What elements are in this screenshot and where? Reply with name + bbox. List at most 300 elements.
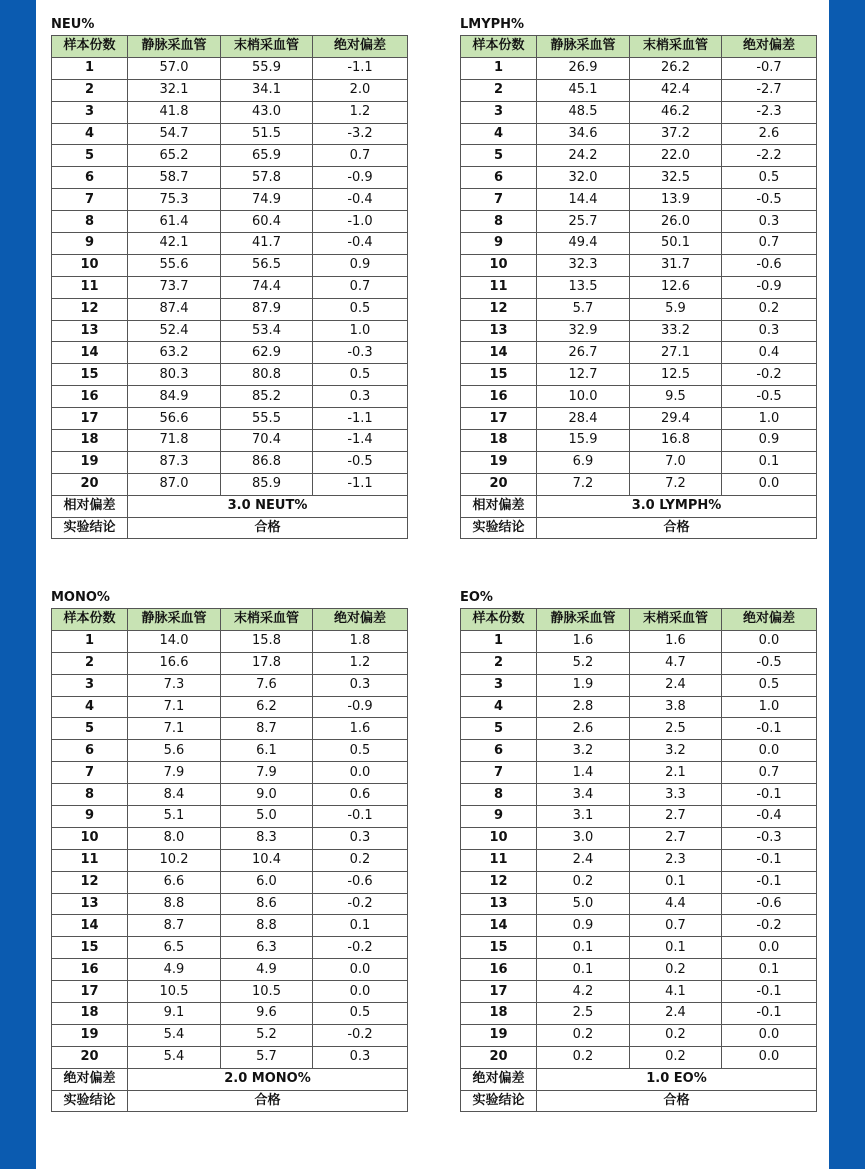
venous-value-cell: 41.8 [128,101,221,123]
absolute-deviation-cell: -0.1 [722,871,817,893]
peripheral-value-cell: 6.0 [221,871,313,893]
venous-value-cell: 28.4 [537,408,630,430]
sample-index-cell: 2 [461,652,537,674]
table-row [461,740,817,762]
peripheral-value-cell: 2.1 [630,762,722,784]
peripheral-value-cell: 8.6 [221,893,313,915]
sample-index-cell: 20 [461,1046,537,1068]
peripheral-value-cell: 8.8 [221,915,313,937]
sample-index-cell: 13 [52,320,128,342]
table-row [461,915,817,937]
table-row [461,123,817,145]
sample-index-cell: 16 [52,959,128,981]
left-frame-border [0,0,36,1169]
peripheral-value-cell: 9.0 [221,784,313,806]
peripheral-value-cell: 15.8 [221,630,313,652]
table-row [461,893,817,915]
sample-index-cell: 14 [461,342,537,364]
venous-value-cell: 10.2 [128,849,221,871]
venous-value-cell: 0.2 [537,1024,630,1046]
table-row [461,233,817,255]
venous-value-cell: 73.7 [128,276,221,298]
column-header: 静脉采血管 [128,609,221,631]
sample-index-cell: 1 [52,630,128,652]
absolute-deviation-cell: 0.3 [313,1046,408,1068]
table-row [461,57,817,79]
sample-index-cell: 14 [52,342,128,364]
table-row [461,937,817,959]
venous-value-cell: 49.4 [537,233,630,255]
venous-value-cell: 12.7 [537,364,630,386]
table-row [461,849,817,871]
venous-value-cell: 87.0 [128,473,221,495]
venous-value-cell: 1.9 [537,674,630,696]
absolute-deviation-cell: 0.3 [313,827,408,849]
footer-label: 实验结论 [461,517,537,539]
venous-value-cell: 5.2 [537,652,630,674]
table-row [461,211,817,233]
absolute-deviation-cell: -0.6 [722,893,817,915]
sample-index-cell: 5 [52,145,128,167]
peripheral-value-cell: 3.3 [630,784,722,806]
absolute-deviation-cell: -0.3 [313,342,408,364]
venous-value-cell: 26.9 [537,57,630,79]
venous-value-cell: 0.1 [537,937,630,959]
venous-value-cell: 34.6 [537,123,630,145]
venous-value-cell: 5.6 [128,740,221,762]
column-header: 静脉采血管 [537,609,630,631]
footer-row [461,517,817,539]
column-header: 末梢采血管 [630,36,722,58]
peripheral-value-cell: 2.4 [630,1003,722,1025]
absolute-deviation-cell: 1.2 [313,652,408,674]
sample-index-cell: 16 [52,386,128,408]
peripheral-value-cell: 65.9 [221,145,313,167]
table-title: NEU% [51,17,95,32]
table-row [52,233,408,255]
sample-index-cell: 12 [52,871,128,893]
venous-value-cell: 5.7 [537,298,630,320]
table-row [461,386,817,408]
absolute-deviation-cell: -0.1 [722,784,817,806]
venous-value-cell: 5.4 [128,1024,221,1046]
venous-value-cell: 15.9 [537,430,630,452]
peripheral-value-cell: 5.2 [221,1024,313,1046]
table-row [461,430,817,452]
column-header: 样本份数 [52,36,128,58]
sample-index-cell: 11 [461,849,537,871]
venous-value-cell: 42.1 [128,233,221,255]
table-row [52,320,408,342]
table-row [52,342,408,364]
absolute-deviation-cell: 0.0 [313,981,408,1003]
table-row [52,915,408,937]
column-header: 静脉采血管 [128,36,221,58]
peripheral-value-cell: 60.4 [221,211,313,233]
absolute-deviation-cell: 0.1 [313,915,408,937]
sample-index-cell: 4 [52,696,128,718]
peripheral-value-cell: 50.1 [630,233,722,255]
absolute-deviation-cell: -0.7 [722,57,817,79]
venous-value-cell: 4.2 [537,981,630,1003]
absolute-deviation-cell: 1.6 [313,718,408,740]
peripheral-value-cell: 53.4 [221,320,313,342]
sample-index-cell: 3 [461,674,537,696]
absolute-deviation-cell: 0.0 [722,630,817,652]
table-row [461,630,817,652]
absolute-deviation-cell: -2.7 [722,79,817,101]
absolute-deviation-cell: -0.2 [722,364,817,386]
column-header: 绝对偏差 [313,609,408,631]
sample-index-cell: 10 [52,254,128,276]
venous-value-cell: 25.7 [537,211,630,233]
absolute-deviation-cell: -0.1 [722,849,817,871]
footer-value: 合格 [537,517,817,539]
peripheral-value-cell: 46.2 [630,101,722,123]
table-row [52,79,408,101]
table-row [52,827,408,849]
venous-value-cell: 54.7 [128,123,221,145]
table-row [52,1003,408,1025]
venous-value-cell: 2.6 [537,718,630,740]
peripheral-value-cell: 12.6 [630,276,722,298]
sample-index-cell: 3 [52,101,128,123]
footer-label: 相对偏差 [461,495,537,517]
sample-index-cell: 17 [461,408,537,430]
sample-index-cell: 5 [461,718,537,740]
eo-table-panel [460,589,816,1112]
peripheral-value-cell: 85.9 [221,473,313,495]
venous-value-cell: 84.9 [128,386,221,408]
venous-value-cell: 80.3 [128,364,221,386]
venous-value-cell: 8.4 [128,784,221,806]
footer-value: 合格 [537,1090,817,1112]
table-row [52,893,408,915]
venous-value-cell: 6.5 [128,937,221,959]
absolute-deviation-cell: 0.5 [722,167,817,189]
sample-index-cell: 18 [461,430,537,452]
absolute-deviation-cell: 2.6 [722,123,817,145]
peripheral-value-cell: 70.4 [221,430,313,452]
absolute-deviation-cell: -3.2 [313,123,408,145]
sample-index-cell: 8 [52,211,128,233]
table-row [52,981,408,1003]
footer-row [461,1090,817,1112]
peripheral-value-cell: 12.5 [630,364,722,386]
table-row [461,1046,817,1068]
absolute-deviation-cell: 0.5 [313,298,408,320]
table-row [461,762,817,784]
absolute-deviation-cell: -0.5 [313,451,408,473]
venous-value-cell: 0.2 [537,1046,630,1068]
absolute-deviation-cell: -0.5 [722,386,817,408]
venous-value-cell: 7.1 [128,718,221,740]
peripheral-value-cell: 37.2 [630,123,722,145]
peripheral-value-cell: 4.9 [221,959,313,981]
peripheral-value-cell: 42.4 [630,79,722,101]
absolute-deviation-cell: 1.0 [313,320,408,342]
absolute-deviation-cell: -0.1 [722,981,817,1003]
footer-row [52,495,408,517]
footer-row [461,1068,817,1090]
header-row [52,609,408,631]
absolute-deviation-cell: 0.0 [313,762,408,784]
table-row [461,101,817,123]
table-row [461,276,817,298]
venous-value-cell: 87.4 [128,298,221,320]
right-frame-border [829,0,865,1169]
peripheral-value-cell: 4.4 [630,893,722,915]
peripheral-value-cell: 8.7 [221,718,313,740]
peripheral-value-cell: 2.5 [630,718,722,740]
column-header: 静脉采血管 [537,36,630,58]
header-row [461,36,817,58]
venous-value-cell: 32.9 [537,320,630,342]
peripheral-value-cell: 6.3 [221,937,313,959]
header-row [52,36,408,58]
venous-value-cell: 5.0 [537,893,630,915]
peripheral-value-cell: 0.1 [630,871,722,893]
venous-value-cell: 65.2 [128,145,221,167]
sample-index-cell: 4 [461,696,537,718]
footer-row [461,495,817,517]
sample-index-cell: 14 [461,915,537,937]
absolute-deviation-cell: -0.4 [722,806,817,828]
peripheral-value-cell: 74.4 [221,276,313,298]
sample-index-cell: 20 [461,473,537,495]
peripheral-value-cell: 0.2 [630,1046,722,1068]
absolute-deviation-cell: -0.2 [313,937,408,959]
data-table [460,608,817,1112]
absolute-deviation-cell: 0.7 [313,276,408,298]
header-row [461,609,817,631]
lymph-table-panel [460,16,816,539]
footer-label: 绝对偏差 [461,1068,537,1090]
absolute-deviation-cell: -0.9 [313,167,408,189]
table-row [461,189,817,211]
table-title: EO% [460,590,493,605]
venous-value-cell: 5.1 [128,806,221,828]
table-row [52,408,408,430]
venous-value-cell: 0.2 [537,871,630,893]
sample-index-cell: 6 [52,740,128,762]
data-table [460,35,817,539]
sample-index-cell: 3 [52,674,128,696]
sample-index-cell: 18 [52,1003,128,1025]
table-row [52,276,408,298]
table-row [52,167,408,189]
column-header: 绝对偏差 [313,36,408,58]
sample-index-cell: 1 [461,57,537,79]
absolute-deviation-cell: -0.9 [722,276,817,298]
venous-value-cell: 8.8 [128,893,221,915]
footer-label: 相对偏差 [52,495,128,517]
sample-index-cell: 15 [52,937,128,959]
absolute-deviation-cell: -1.1 [313,408,408,430]
table-row [461,473,817,495]
table-row [461,145,817,167]
footer-row [52,1090,408,1112]
footer-row [52,517,408,539]
absolute-deviation-cell: 0.0 [722,1046,817,1068]
table-row [52,254,408,276]
absolute-deviation-cell: 0.0 [722,473,817,495]
footer-label: 实验结论 [52,517,128,539]
absolute-deviation-cell: -1.4 [313,430,408,452]
venous-value-cell: 3.4 [537,784,630,806]
venous-value-cell: 1.4 [537,762,630,784]
footer-label: 绝对偏差 [52,1068,128,1090]
venous-value-cell: 2.4 [537,849,630,871]
venous-value-cell: 2.5 [537,1003,630,1025]
table-row [461,674,817,696]
table-row [461,320,817,342]
sample-index-cell: 6 [461,740,537,762]
table-row [52,473,408,495]
sample-index-cell: 4 [461,123,537,145]
peripheral-value-cell: 2.3 [630,849,722,871]
peripheral-value-cell: 7.0 [630,451,722,473]
peripheral-value-cell: 7.9 [221,762,313,784]
table-row [461,784,817,806]
absolute-deviation-cell: 0.0 [722,1024,817,1046]
mono-table-panel [51,589,407,1112]
absolute-deviation-cell: 0.0 [722,937,817,959]
venous-value-cell: 3.1 [537,806,630,828]
venous-value-cell: 0.1 [537,959,630,981]
sample-index-cell: 6 [461,167,537,189]
venous-value-cell: 14.4 [537,189,630,211]
data-table [51,608,408,1112]
table-row [461,1003,817,1025]
sample-index-cell: 11 [52,276,128,298]
peripheral-value-cell: 74.9 [221,189,313,211]
absolute-deviation-cell: 0.6 [313,784,408,806]
footer-label: 实验结论 [461,1090,537,1112]
peripheral-value-cell: 7.6 [221,674,313,696]
peripheral-value-cell: 51.5 [221,123,313,145]
absolute-deviation-cell: 1.8 [313,630,408,652]
sample-index-cell: 9 [461,233,537,255]
absolute-deviation-cell: 0.9 [313,254,408,276]
table-row [52,652,408,674]
table-row [52,959,408,981]
venous-value-cell: 4.9 [128,959,221,981]
peripheral-value-cell: 4.1 [630,981,722,1003]
column-header: 绝对偏差 [722,609,817,631]
peripheral-value-cell: 34.1 [221,79,313,101]
table-row [52,849,408,871]
sample-index-cell: 20 [52,473,128,495]
table-row [461,167,817,189]
peripheral-value-cell: 55.9 [221,57,313,79]
absolute-deviation-cell: -1.0 [313,211,408,233]
footer-value: 3.0 LYMPH% [537,495,817,517]
column-header: 末梢采血管 [221,36,313,58]
table-row [461,959,817,981]
peripheral-value-cell: 1.6 [630,630,722,652]
venous-value-cell: 0.9 [537,915,630,937]
peripheral-value-cell: 16.8 [630,430,722,452]
absolute-deviation-cell: -0.6 [313,871,408,893]
sample-index-cell: 16 [461,386,537,408]
peripheral-value-cell: 0.7 [630,915,722,937]
footer-label: 实验结论 [52,1090,128,1112]
absolute-deviation-cell: -0.5 [722,189,817,211]
peripheral-value-cell: 5.9 [630,298,722,320]
sample-index-cell: 11 [461,276,537,298]
peripheral-value-cell: 87.9 [221,298,313,320]
venous-value-cell: 7.9 [128,762,221,784]
table-row [461,408,817,430]
sample-index-cell: 8 [461,784,537,806]
absolute-deviation-cell: -0.5 [722,652,817,674]
absolute-deviation-cell: -1.1 [313,57,408,79]
venous-value-cell: 58.7 [128,167,221,189]
table-row [52,123,408,145]
table-row [461,696,817,718]
absolute-deviation-cell: 0.0 [313,959,408,981]
table-row [461,718,817,740]
footer-value: 合格 [128,1090,408,1112]
absolute-deviation-cell: -0.3 [722,827,817,849]
venous-value-cell: 6.9 [537,451,630,473]
absolute-deviation-cell: 0.5 [313,740,408,762]
venous-value-cell: 63.2 [128,342,221,364]
table-row [52,145,408,167]
table-row [52,784,408,806]
sample-index-cell: 20 [52,1046,128,1068]
sample-index-cell: 7 [52,189,128,211]
table-row [52,1024,408,1046]
sample-index-cell: 2 [461,79,537,101]
absolute-deviation-cell: 0.7 [722,762,817,784]
absolute-deviation-cell: -0.4 [313,233,408,255]
sample-index-cell: 19 [461,451,537,473]
sample-index-cell: 12 [52,298,128,320]
table-title: MONO% [51,590,110,605]
absolute-deviation-cell: 2.0 [313,79,408,101]
sample-index-cell: 2 [52,79,128,101]
table-row [52,674,408,696]
venous-value-cell: 55.6 [128,254,221,276]
venous-value-cell: 32.3 [537,254,630,276]
venous-value-cell: 7.1 [128,696,221,718]
venous-value-cell: 3.2 [537,740,630,762]
table-row [52,871,408,893]
peripheral-value-cell: 27.1 [630,342,722,364]
sample-index-cell: 15 [461,364,537,386]
table-row [461,79,817,101]
document-page [36,0,829,1169]
venous-value-cell: 26.7 [537,342,630,364]
peripheral-value-cell: 5.0 [221,806,313,828]
venous-value-cell: 16.6 [128,652,221,674]
sample-index-cell: 13 [461,320,537,342]
venous-value-cell: 2.8 [537,696,630,718]
neu-table-panel [51,16,407,539]
absolute-deviation-cell: 0.7 [313,145,408,167]
peripheral-value-cell: 5.7 [221,1046,313,1068]
venous-value-cell: 75.3 [128,189,221,211]
table-row [52,696,408,718]
column-header: 末梢采血管 [630,609,722,631]
table-row [461,364,817,386]
sample-index-cell: 10 [52,827,128,849]
absolute-deviation-cell: -0.1 [313,806,408,828]
venous-value-cell: 61.4 [128,211,221,233]
table-row [52,630,408,652]
